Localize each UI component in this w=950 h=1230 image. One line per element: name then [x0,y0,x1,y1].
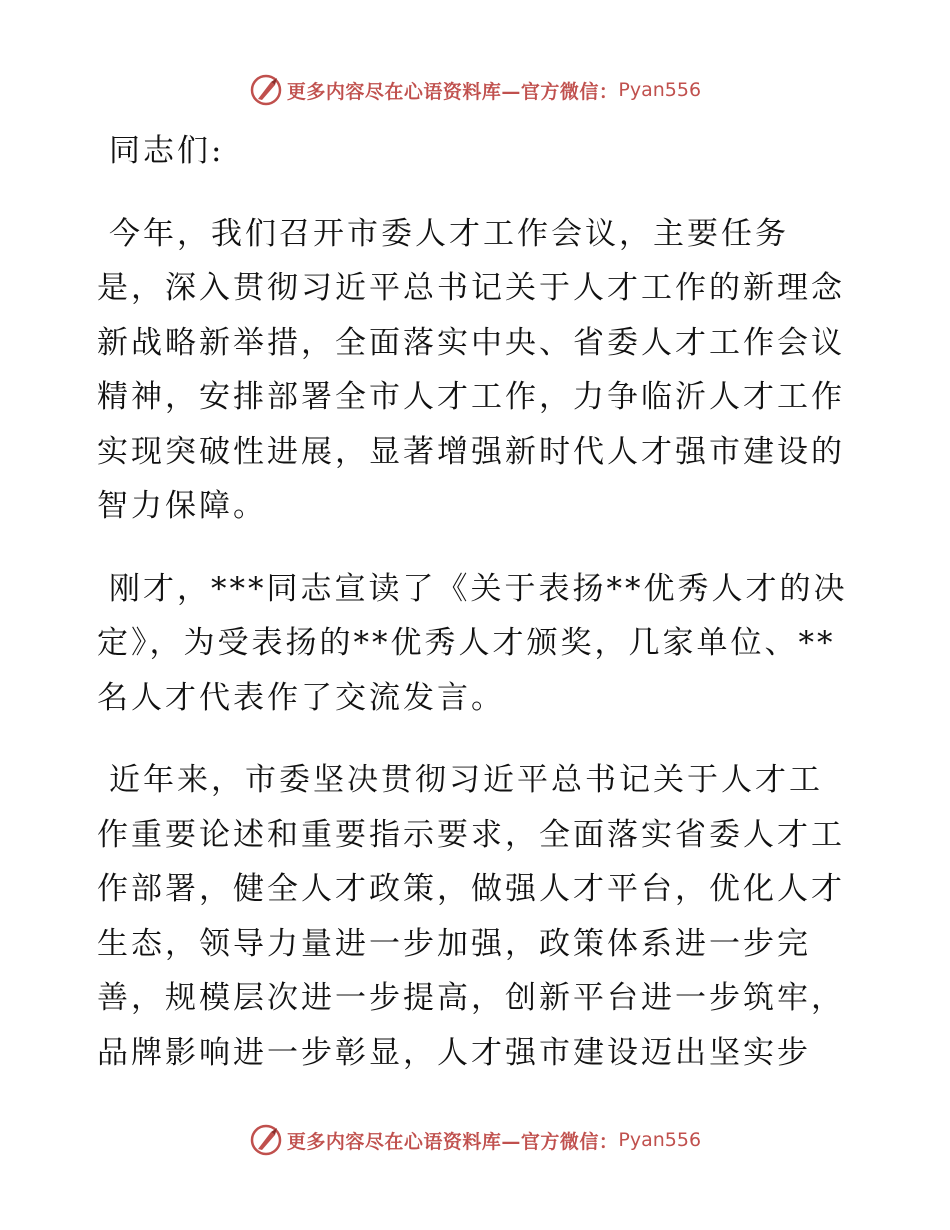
paragraph-3 [97,753,849,1080]
text-line: 新战略新举措，全面落实中央、省委人才工作会议 [97,324,845,361]
quill-logo-icon [249,73,283,107]
text-line: 今年，我们召开市委人才工作会议，主要任务 [109,215,789,252]
quill-logo-icon [249,1123,283,1157]
watermark-header [0,70,950,110]
paragraph-2 [97,562,849,726]
watermark-footer [0,1120,950,1160]
watermark-wechat-id: Pyan556 [618,79,702,101]
document-body [97,124,849,1080]
text-line: 生态，领导力量进一步加强，政策体系进一步完 [97,925,811,962]
text-line: 善，规模层次进一步提高，创新平台进一步筑牢， [97,980,845,1016]
text-line: 智力保障。 [97,488,267,524]
text-line: 精神，安排部署全市人才工作，力争临沂人才工作 [97,379,845,415]
text-line: 刚才，***同志宣读了《关于表扬**优秀人才的决 [109,570,848,607]
text-line: 作重要论述和重要指示要求，全面落实省委人才工 [97,816,845,853]
text-line: 是，深入贯彻习近平总书记关于人才工作的新理念 [97,270,845,306]
text-line: 名人才代表作了交流发言。 [97,679,505,716]
watermark-text: 更多内容尽在心语资料库—官方微信： [286,80,619,103]
text-line: 品牌影响进一步彰显，人才强市建设迈出坚实步 [97,1034,811,1071]
text-line: 近年来，市委坚决贯彻习近平总书记关于人才工 [109,762,823,798]
text-line: 定》，为受表扬的**优秀人才颁奖，几家单位、** [97,625,836,661]
text-line: 实现突破性进展，显著增强新时代人才强市建设的 [97,433,845,470]
paragraph-1 [97,207,849,534]
text-line: 作部署，健全人才政策，做强人才平台，优化人才 [97,871,845,907]
watermark-text: 更多内容尽在心语资料库—官方微信： [286,1130,619,1153]
salutation: 同志们: [109,133,225,169]
watermark-wechat-id: Pyan556 [618,1129,702,1151]
